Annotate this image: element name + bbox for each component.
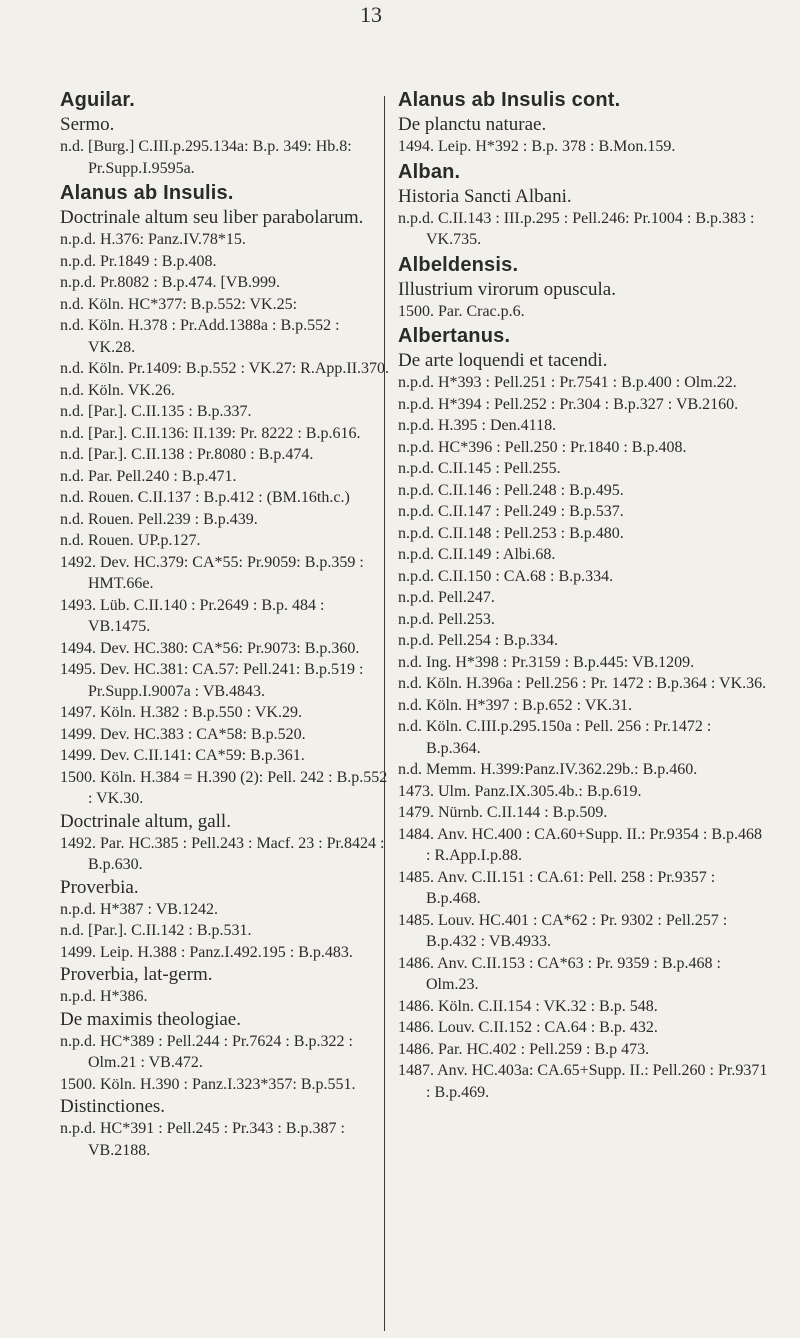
citation-line: 1500. Köln. H.390 : Panz.I.323*357: B.p.551.: [60, 1075, 356, 1093]
citation-line: n.p.d. H*394 : Pell.252 : Pr.304 : B.p.327 : VB.2160.: [398, 395, 739, 413]
citation-line: n.p.d. H*387 : VB.1242.: [60, 900, 218, 918]
citation-line: 1484. Anv. HC.400 : CA.60+Supp. II.: Pr.9354 : B.p.468 : R.App.I.p.88.: [398, 825, 763, 864]
entry-heading: Alanus ab Insulis cont.: [398, 89, 621, 111]
citation-line: n.d. Köln. HC*377: B.p.552: VK.25:: [60, 295, 298, 313]
citation-line: n.d. [Burg.] C.III.p.295.134a: B.p. 349: Hb.8: Pr.Supp.I.9595a.: [60, 138, 352, 177]
citation-line: 1494. Dev. HC.380: CA*56: Pr.9073: B.p.360.: [60, 639, 360, 657]
work-title: Proverbia.: [60, 876, 139, 898]
entry-heading: Alanus ab Insulis.: [60, 182, 234, 204]
citation-line: n.d. Memm. H.399:Panz.IV.362.29b.: B.p.460.: [398, 761, 698, 778]
citation-line: n.d. Köln. H.378 : Pr.Add.1388a : B.p.552 : VK.28.: [60, 317, 340, 356]
work-title: De maximis theologiae.: [60, 1008, 241, 1030]
citation-line: n.d. [Par.]. C.II.136: II.139: Pr. 8222 : B.p.616.: [60, 424, 361, 442]
citation-line: n.p.d. C.II.150 : CA.68 : B.p.334.: [398, 567, 614, 585]
citation-line: 1497. Köln. H.382 : B.p.550 : VK.29.: [60, 704, 302, 721]
work-title: De arte loquendi et tacendi.: [398, 350, 608, 371]
citation-line: n.d. Köln. H.396a : Pell.256 : Pr. 1472 : B.p.364 : VK.36.: [398, 675, 767, 692]
citation-line: n.d. [Par.]. C.II.142 : B.p.531.: [60, 922, 252, 939]
work-title: Sermo.: [60, 114, 115, 135]
citation-line: n.d. Köln. C.III.p.295.150a : Pell. 256 : Pr.1472 : B.p.364.: [398, 718, 712, 757]
citation-line: n.p.d. HC*396 : Pell.250 : Pr.1840 : B.p.408.: [398, 438, 687, 456]
citation-line: n.d. [Par.]. C.II.135 : B.p.337.: [60, 403, 252, 420]
citation-line: n.d. Par. Pell.240 : B.p.471.: [60, 467, 237, 485]
citation-line: n.p.d. H.376: Panz.IV.78*15.: [60, 231, 246, 248]
entry-heading: Albeldensis.: [398, 253, 519, 276]
citation-line: n.d. Rouen. Pell.239 : B.p.439.: [60, 510, 258, 528]
citation-line: 1493. Lüb. C.II.140 : Pr.2649 : B.p. 484 : VB.1475.: [60, 596, 325, 635]
citation-line: n.p.d. HC*389 : Pell.244 : Pr.7624 : B.p.322 : Olm.21 : VB.472.: [60, 1032, 353, 1071]
citation-line: 1492. Dev. HC.379: CA*55: Pr.9059: B.p.359 : HMT.66e.: [60, 553, 364, 592]
citation-line: n.p.d. Pell.253.: [398, 610, 495, 628]
citation-line: n.d. Köln. H*397 : B.p.652 : VK.31.: [398, 696, 632, 714]
citation-line: 1486. Louv. C.II.152 : CA.64 : B.p. 432.: [398, 1019, 658, 1036]
citation-line: n.p.d. H*393 : Pell.251 : Pr.7541 : B.p.400 : Olm.22.: [398, 374, 737, 391]
citation-line: 1494. Leip. H*392 : B.p. 378 : B.Mon.159.: [398, 138, 676, 155]
citation-line: 1486. Anv. C.II.153 : CA*63 : Pr. 9359 : B.p.468 : Olm.23.: [398, 954, 721, 993]
citation-line: n.d. Köln. VK.26.: [60, 381, 175, 399]
citation-line: 1485. Louv. HC.401 : CA*62 : Pr. 9302 : Pell.257 : B.p.432 : VB.4933.: [398, 911, 728, 950]
citation-line: n.p.d. H*386.: [60, 988, 148, 1005]
citation-line: n.p.d. Pell.247.: [398, 589, 495, 606]
citation-line: n.p.d. C.II.149 : Albi.68.: [398, 546, 556, 563]
citation-line: 1487. Anv. HC.403a: CA.65+Supp. II.: Pell.260 : Pr.9371 : B.p.469.: [398, 1062, 768, 1101]
citation-line: n.p.d. Pr.8082 : B.p.474. [VB.999.: [60, 274, 281, 291]
work-title: Illustrium virorum opuscula.: [398, 278, 616, 300]
citation-line: n.p.d. C.II.145 : Pell.255.: [398, 460, 561, 477]
citation-line: n.p.d. Pell.254 : B.p.334.: [398, 632, 559, 649]
citation-line: 1492. Par. HC.385 : Pell.243 : Macf. 23 : Pr.8424 : B.p.630.: [60, 834, 385, 873]
citation-line: 1485. Anv. C.II.151 : CA.61: Pell. 258 : Pr.9357 : B.p.468.: [398, 868, 716, 907]
citation-line: 1473. Ulm. Panz.IX.305.4b.: B.p.619.: [398, 782, 642, 800]
work-title: Doctrinale altum, gall.: [60, 810, 231, 832]
citation-line: n.d. Rouen. UP.p.127.: [60, 532, 201, 549]
entry-heading: Albertanus.: [398, 325, 511, 347]
citation-line: 1486. Par. HC.402 : Pell.259 : B.p 473.: [398, 1040, 650, 1058]
left-column: [60, 86, 390, 1161]
page-number: 13: [360, 2, 382, 27]
citation-line: n.p.d. C.II.148 : Pell.253 : B.p.480.: [398, 524, 624, 542]
work-title: Historia Sancti Albani.: [398, 185, 572, 207]
citation-line: n.p.d. Pr.1849 : B.p.408.: [60, 252, 217, 270]
citation-line: n.d. [Par.]. C.II.138 : Pr.8080 : B.p.474.: [60, 446, 314, 463]
citation-line: n.p.d. C.II.146 : Pell.248 : B.p.495.: [398, 481, 624, 499]
citation-line: n.p.d. C.II.147 : Pell.249 : B.p.537.: [398, 503, 624, 520]
citation-line: n.d. Köln. Pr.1409: B.p.552 : VK.27: R.App.II.370.: [60, 360, 390, 377]
citation-line: 1500. Köln. H.384 = H.390 (2): Pell. 242 : B.p.552 : VK.30.: [60, 768, 388, 807]
citation-line: 1499. Dev. HC.383 : CA*58: B.p.520.: [60, 725, 306, 743]
work-title: Distinctiones.: [60, 1096, 166, 1117]
citation-line: n.p.d. H.395 : Den.4118.: [398, 417, 557, 434]
citation-line: 1499. Dev. C.II.141: CA*59: B.p.361.: [60, 747, 305, 764]
work-title: Doctrinale altum seu liber parabolarum.: [60, 207, 364, 228]
citation-line: n.p.d. HC*391 : Pell.245 : Pr.343 : B.p.387 : VB.2188.: [60, 1120, 345, 1159]
citation-line: 1495. Dev. HC.381: CA.57: Pell.241: B.p.519 : Pr.Supp.I.9007a : VB.4843.: [60, 661, 364, 700]
entry-heading: Aguilar.: [60, 89, 135, 111]
citation-line: 1486. Köln. C.II.154 : VK.32 : B.p. 548.: [398, 997, 658, 1015]
entry-heading: Alban.: [398, 160, 461, 183]
citation-line: 1499. Leip. H.388 : Panz.I.492.195 : B.p.483.: [60, 943, 353, 961]
work-title: Proverbia, lat-germ.: [60, 964, 213, 985]
right-column: [398, 86, 768, 1103]
citation-line: n.p.d. C.II.143 : III.p.295 : Pell.246: Pr.1004 : B.p.383 : VK.735.: [398, 209, 755, 248]
citation-line: n.d. Ing. H*398 : Pr.3159 : B.p.445: VB.1209.: [398, 653, 695, 671]
citation-line: 1500. Par. Crac.p.6.: [398, 302, 525, 320]
citation-line: n.d. Rouen. C.II.137 : B.p.412 : (BM.16th.c.): [60, 489, 350, 506]
work-title: De planctu naturae.: [398, 114, 547, 135]
citation-line: 1479. Nürnb. C.II.144 : B.p.509.: [398, 804, 608, 821]
